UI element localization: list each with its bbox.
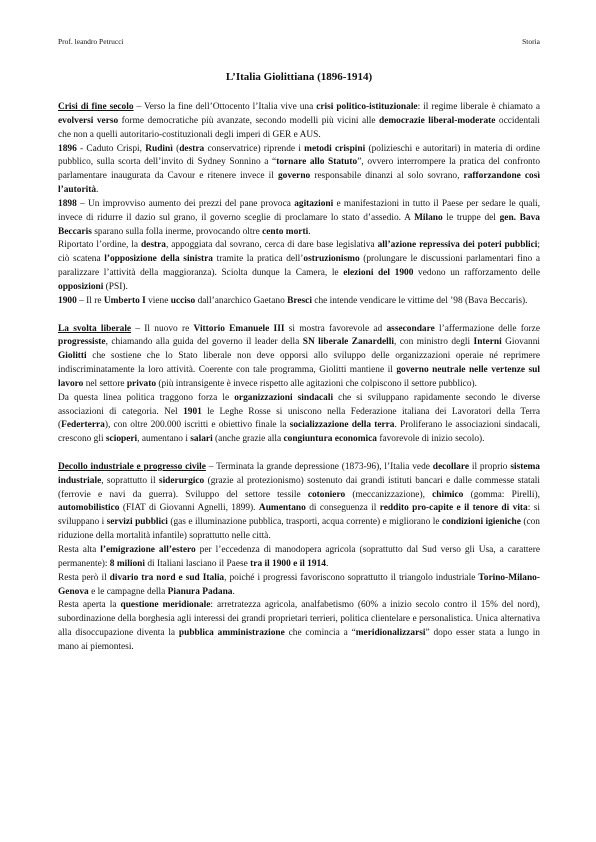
document-body [58,101,540,655]
bold-text: Umberto I [103,295,146,306]
text-run: . [96,185,99,196]
text-run: che sostiene che lo Stato liberale non deve opporsi allo sviluppo delle organizzazioni operaie né reprimere indiscriminatamente la loro attività. Coerente con tale programma, Giolitti mantiene il [58,351,540,376]
text-run: – Terminata la grande depressione (1873-96), l’Italia vede [205,461,433,472]
paragraph [58,143,540,198]
text-run: sparano sulla folla inerme, provocando oltre [91,226,263,237]
text-run: forme democratiche più avanzate, secondo modelli più vicini alle [118,115,379,126]
text-run: Giovanni [501,337,540,348]
bold-text: 8 milioni [109,558,145,569]
bold-text: Vittorio Emanuele III [193,323,285,334]
section-heading: Crisi di fine secolo [58,102,134,112]
bold-text: governo [277,171,311,182]
text-run: di conseguenza il [305,503,380,514]
text-run: – Il nuovo re [131,323,194,334]
bold-text: Giolitti [58,351,87,362]
bold-text: gen. Bava Beccaris [58,212,540,237]
bold-text: metodi crispini [304,143,366,154]
bold-text: Milano [414,212,443,223]
text-run: (più intransigente è invece rispetto alle agitazioni che colpiscono il settore pubblico). [156,378,478,389]
text-run: (meccanizzazione), [345,489,433,500]
text-run: Resta però il [58,572,110,583]
text-run: (FIAT di Giovanni Agnelli, 1899). [119,503,259,514]
text-run: (prolungare le discussioni parlamentari fino a paralizzare l’attività della maggioranza). Sciolta dunque la Camera, le [58,254,540,279]
paragraph [58,198,540,240]
bold-text: tra il 1900 e il 1914 [250,558,326,569]
text-run: , chiamando alla guida del governo il leader della [105,337,303,348]
text-run: : arretratezza agricola, analfabetismo (60% a inizio secolo contro il 15% del nord), subordinazione della borghesia agli interessi dei grandi proprietari terrieri, politica clientelare e personalistica. Unica alternativa alla disoccupazione diventa la [58,600,541,639]
bold-text: scioperi [105,434,138,445]
text-run: e le campagne della [88,586,168,597]
bold-text: 1896 [58,143,77,154]
text-run: (PSI). [103,281,128,292]
text-run: ), con oltre 200.000 iscritti e obiettivo finale la [104,420,290,431]
text-run: responsabile dinanzi al solo sovrano, [310,171,464,182]
text-run: Resta alta [58,545,101,555]
text-run: si mostra favorevole ad [284,323,387,334]
text-run: conservatrice) riprende i [204,143,305,154]
bold-text: evolversi verso [58,115,119,126]
text-run: vedono un rafforzamento delle [413,268,540,279]
text-run: (con riduzione della mortalità infantile) soprattutto nelle città. [58,517,540,542]
text-run: Riportato l’ordine, la [58,240,141,251]
bold-text: destra [179,143,205,154]
bold-text: governo neutrale nelle vertenze sul lavoro [58,365,540,389]
header-subject: Storia [522,37,540,46]
text-run: nel settore [83,378,127,389]
paragraph [58,392,540,447]
bold-text: tornare allo Statuto [276,157,358,168]
text-run: che si sviluppano rapidamente secondo le diverse associazioni di categoria. Nel [58,392,541,417]
text-run: che intende vendicare le vittime del ’98 (Bava Beccaris). [311,295,528,306]
text-run: . [308,226,311,237]
bold-text: privato [126,378,157,389]
bold-text: Federterra [61,420,105,431]
bold-text: servizi pubblici [106,517,168,528]
text-run: - Caduto Crispi, [76,143,146,154]
bold-text: cotoniero [307,489,346,500]
text-run: ; ciò scatena [58,240,540,265]
bold-text: Rudinì [145,143,173,154]
bold-text: siderurgico [158,475,205,486]
bold-text: ostruzionismo [303,254,360,265]
text-run: (grazie al protezionismo) sostenuto dai grandi istituti bancari e dalle commesse statali (ferrovie e navi da guerra). Sviluppo del settore tessile [58,475,541,500]
text-run: . [232,586,235,597]
text-run: , soprattutto il [101,475,159,486]
text-run: – Verso la fine dell’Ottocento l’Italia vive una [133,102,317,112]
bold-text: meridionalizzarsi [355,628,426,639]
bold-text: Pianura Padana [167,586,233,597]
text-run: tramite la pratica dell’ [213,254,304,265]
text-run: – Un improvviso aumento dei prezzi del pane provoca [76,198,295,209]
text-run: , aumentano i [137,434,191,445]
paragraph [58,572,540,600]
bold-text: chimico [432,489,464,500]
bold-text: SN liberale Zanardelli [302,337,394,348]
text-run: (anche grazie alla [212,434,284,445]
bold-text: crisi politico-istituzionale [316,102,418,112]
bold-text: l’opposizione della sinistra [104,254,213,265]
text-run: . Proliferano le associazioni sindacali, crescono gli [58,420,541,445]
bold-text: Torino-Milano-Genova [58,572,540,597]
bold-text: opposizioni [58,281,104,292]
paragraph [58,599,540,654]
text-run: , poiché i progressi favoriscono soprattutto il triangolo industriale [224,572,479,583]
text-run: per l’eccedenza di manodopera agricola (soprattutto dal Sud verso gli Usa, a carattere permanente): [58,545,540,569]
text-run: l’affermazione delle forze [434,323,540,334]
bold-text: rafforzandone così l’autorità [58,171,540,196]
text-run: Resta aperta la [58,600,121,611]
document-title: L’Italia Giolittiana (1896-1914) [225,71,373,83]
text-run: e manifestazioni in tutto il Paese per sedare le quali, invece di ridurre il dazio sul grano, il governo sceglie di proclamare lo stato d’assedio. A [58,198,540,223]
paragraph [58,101,540,143]
bold-text: congiuntura economica [283,434,377,445]
bold-text: assecondare [386,323,435,334]
bold-text: socializzazione della terra [289,420,395,431]
bold-text: destra [140,240,166,251]
bold-text: Aumentano [258,503,306,514]
text-run: : il regime liberale è chiamato a [417,102,540,112]
text-run: ” dopo esser stata a lungo in mano ai piemontesi. [58,628,540,652]
section-heading: La svolta liberale [58,323,132,334]
text-run: – Il re [76,295,104,306]
text-run: di Italiani lasciano il Paese [144,558,251,569]
bold-text: democrazie liberal-moderate [378,115,496,126]
bold-text: 1898 [58,198,77,209]
bold-text: automobilistico [58,503,120,514]
bold-text: ucciso [170,295,196,306]
text-run: dall’anarchico Gaetano [195,295,288,306]
paragraph [58,461,540,544]
bold-text: Interni [473,337,502,348]
section-heading: Decollo industriale e progresso civile [58,461,206,472]
bold-text: 1900 [58,295,77,306]
bold-text: questione meridionale [120,600,211,611]
text-run: il proprio [469,461,511,472]
text-run: le truppe del [442,212,500,223]
bold-text: all’azione repressiva dei poteri pubblici [377,240,538,251]
header-author: Prof. leandro Petrucci [58,37,124,46]
bold-text: organizzazioni sindacali [234,392,334,403]
bold-text: cento morti [262,226,309,237]
bold-text: Bresci [287,295,312,306]
text-run: , con ministro degli [393,337,474,348]
bold-text: sistema industriale [58,461,540,486]
paragraph [58,295,540,309]
text-run: occidentali che non a quelli autoritario-costituzionali degli imperi di GER e AUS. [58,115,541,140]
bold-text: elezioni del 1900 [343,268,414,279]
text-run: ”, ovvero interrompere la pratica del confronto parlamentare inaugurata da Cavour e ritenere invece il [58,157,541,182]
bold-text: salari [190,434,213,445]
bold-text: progressiste [58,337,106,348]
paragraph [58,323,540,392]
text-run: favorevole di inizio secolo). [376,434,485,445]
text-run: , appoggiata dal sovrano, cerca di dare base legislativa [165,240,378,251]
bold-text: decollare [432,461,470,472]
text-run: ( [172,143,180,154]
bold-text: reddito pro-capite e il tenore di vita [379,503,528,514]
text-run: . [325,558,329,569]
text-run: (polizieschi e autoritari) in materia di ordine pubblico, sulla scorta dell’invito di Sydney Sonnino a “ [58,143,540,168]
bold-text: condizioni igieniche [441,517,521,528]
text-run: le Leghe Rosse si uniscono nella Federazione italiana dei Lavoratori della Terra ( [58,406,541,431]
text-run: Da questa linea politica traggono forza le [58,392,235,403]
bold-text: agitazioni [294,198,334,209]
text-run: : si sviluppano i [58,503,540,528]
text-run: viene [145,295,171,306]
bold-text: 1901 [183,406,202,417]
bold-text: divario tra nord e sud Italia [109,572,225,583]
paragraph [58,544,540,572]
bold-text: l’emigrazione all’estero [100,545,196,555]
text-run: (gas e illuminazione pubblica, trasporti, acqua corrente) e migliorano le [167,517,442,528]
paragraph [58,239,540,294]
bold-text: pubblica amministrazione [178,628,285,639]
text-run: (gomma: Pirelli), [463,489,540,500]
text-run: che comincia a “ [284,628,356,639]
